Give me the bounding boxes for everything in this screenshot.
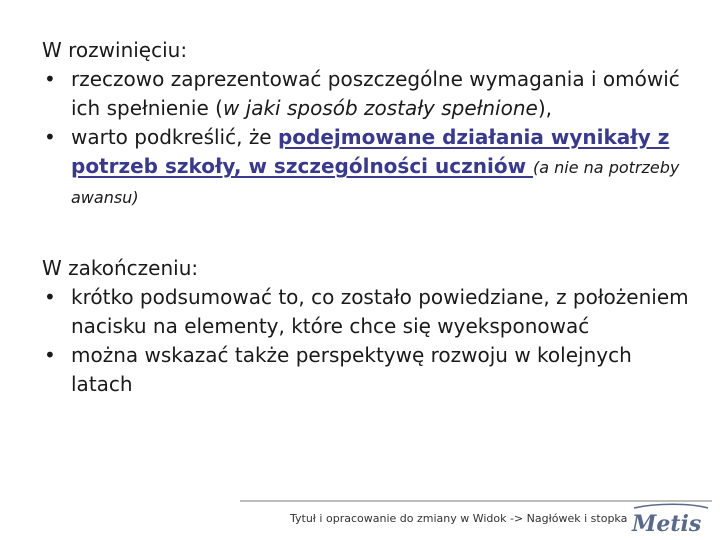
- bullet-icon: •: [44, 67, 56, 91]
- metis-logo: [628, 502, 710, 536]
- slide-content: [42, 36, 692, 399]
- list-item-italic-text: w jaki sposób zostały spełnione: [222, 96, 538, 120]
- list-item: [42, 341, 692, 399]
- section-heading-conclusion: W zakończeniu:: [42, 256, 199, 280]
- list-item: [42, 283, 692, 341]
- list-item-text-tail: ),: [537, 96, 552, 120]
- bullet-icon: •: [44, 125, 56, 149]
- list-item: [42, 123, 692, 212]
- spacer: [42, 212, 692, 254]
- section-heading-development: W rozwinięciu:: [42, 38, 188, 62]
- logo-wordmark: Metis: [632, 511, 702, 536]
- development-list: [42, 65, 692, 212]
- list-item-text: warto podkreślić, że: [71, 125, 278, 149]
- emphasized-text: podejmowane działania wynikały z potrzeb szkoły, w szczególności uczniów: [71, 125, 670, 178]
- parenthetical-note: (a nie na potrzeby awansu): [71, 158, 680, 207]
- list-item-text: krótko podsumować to, co zostało powiedziane, z położeniem nacisku na elementy, które chce się wyeksponować: [71, 285, 689, 338]
- footer-text: Tytuł i opracowanie do zmiany w Widok -> Nagłówek i stopka: [290, 512, 628, 525]
- list-item-text: rzeczowo zaprezentować poszczególne wymagania i omówić ich spełnienie (: [71, 67, 680, 120]
- logo-swoosh: [634, 504, 708, 508]
- conclusion-list: [42, 283, 692, 399]
- bullet-icon: •: [44, 285, 56, 309]
- bullet-icon: •: [44, 343, 56, 367]
- list-item: [42, 65, 692, 123]
- list-item-text: można wskazać także perspektywę rozwoju w kolejnych latach: [71, 343, 632, 396]
